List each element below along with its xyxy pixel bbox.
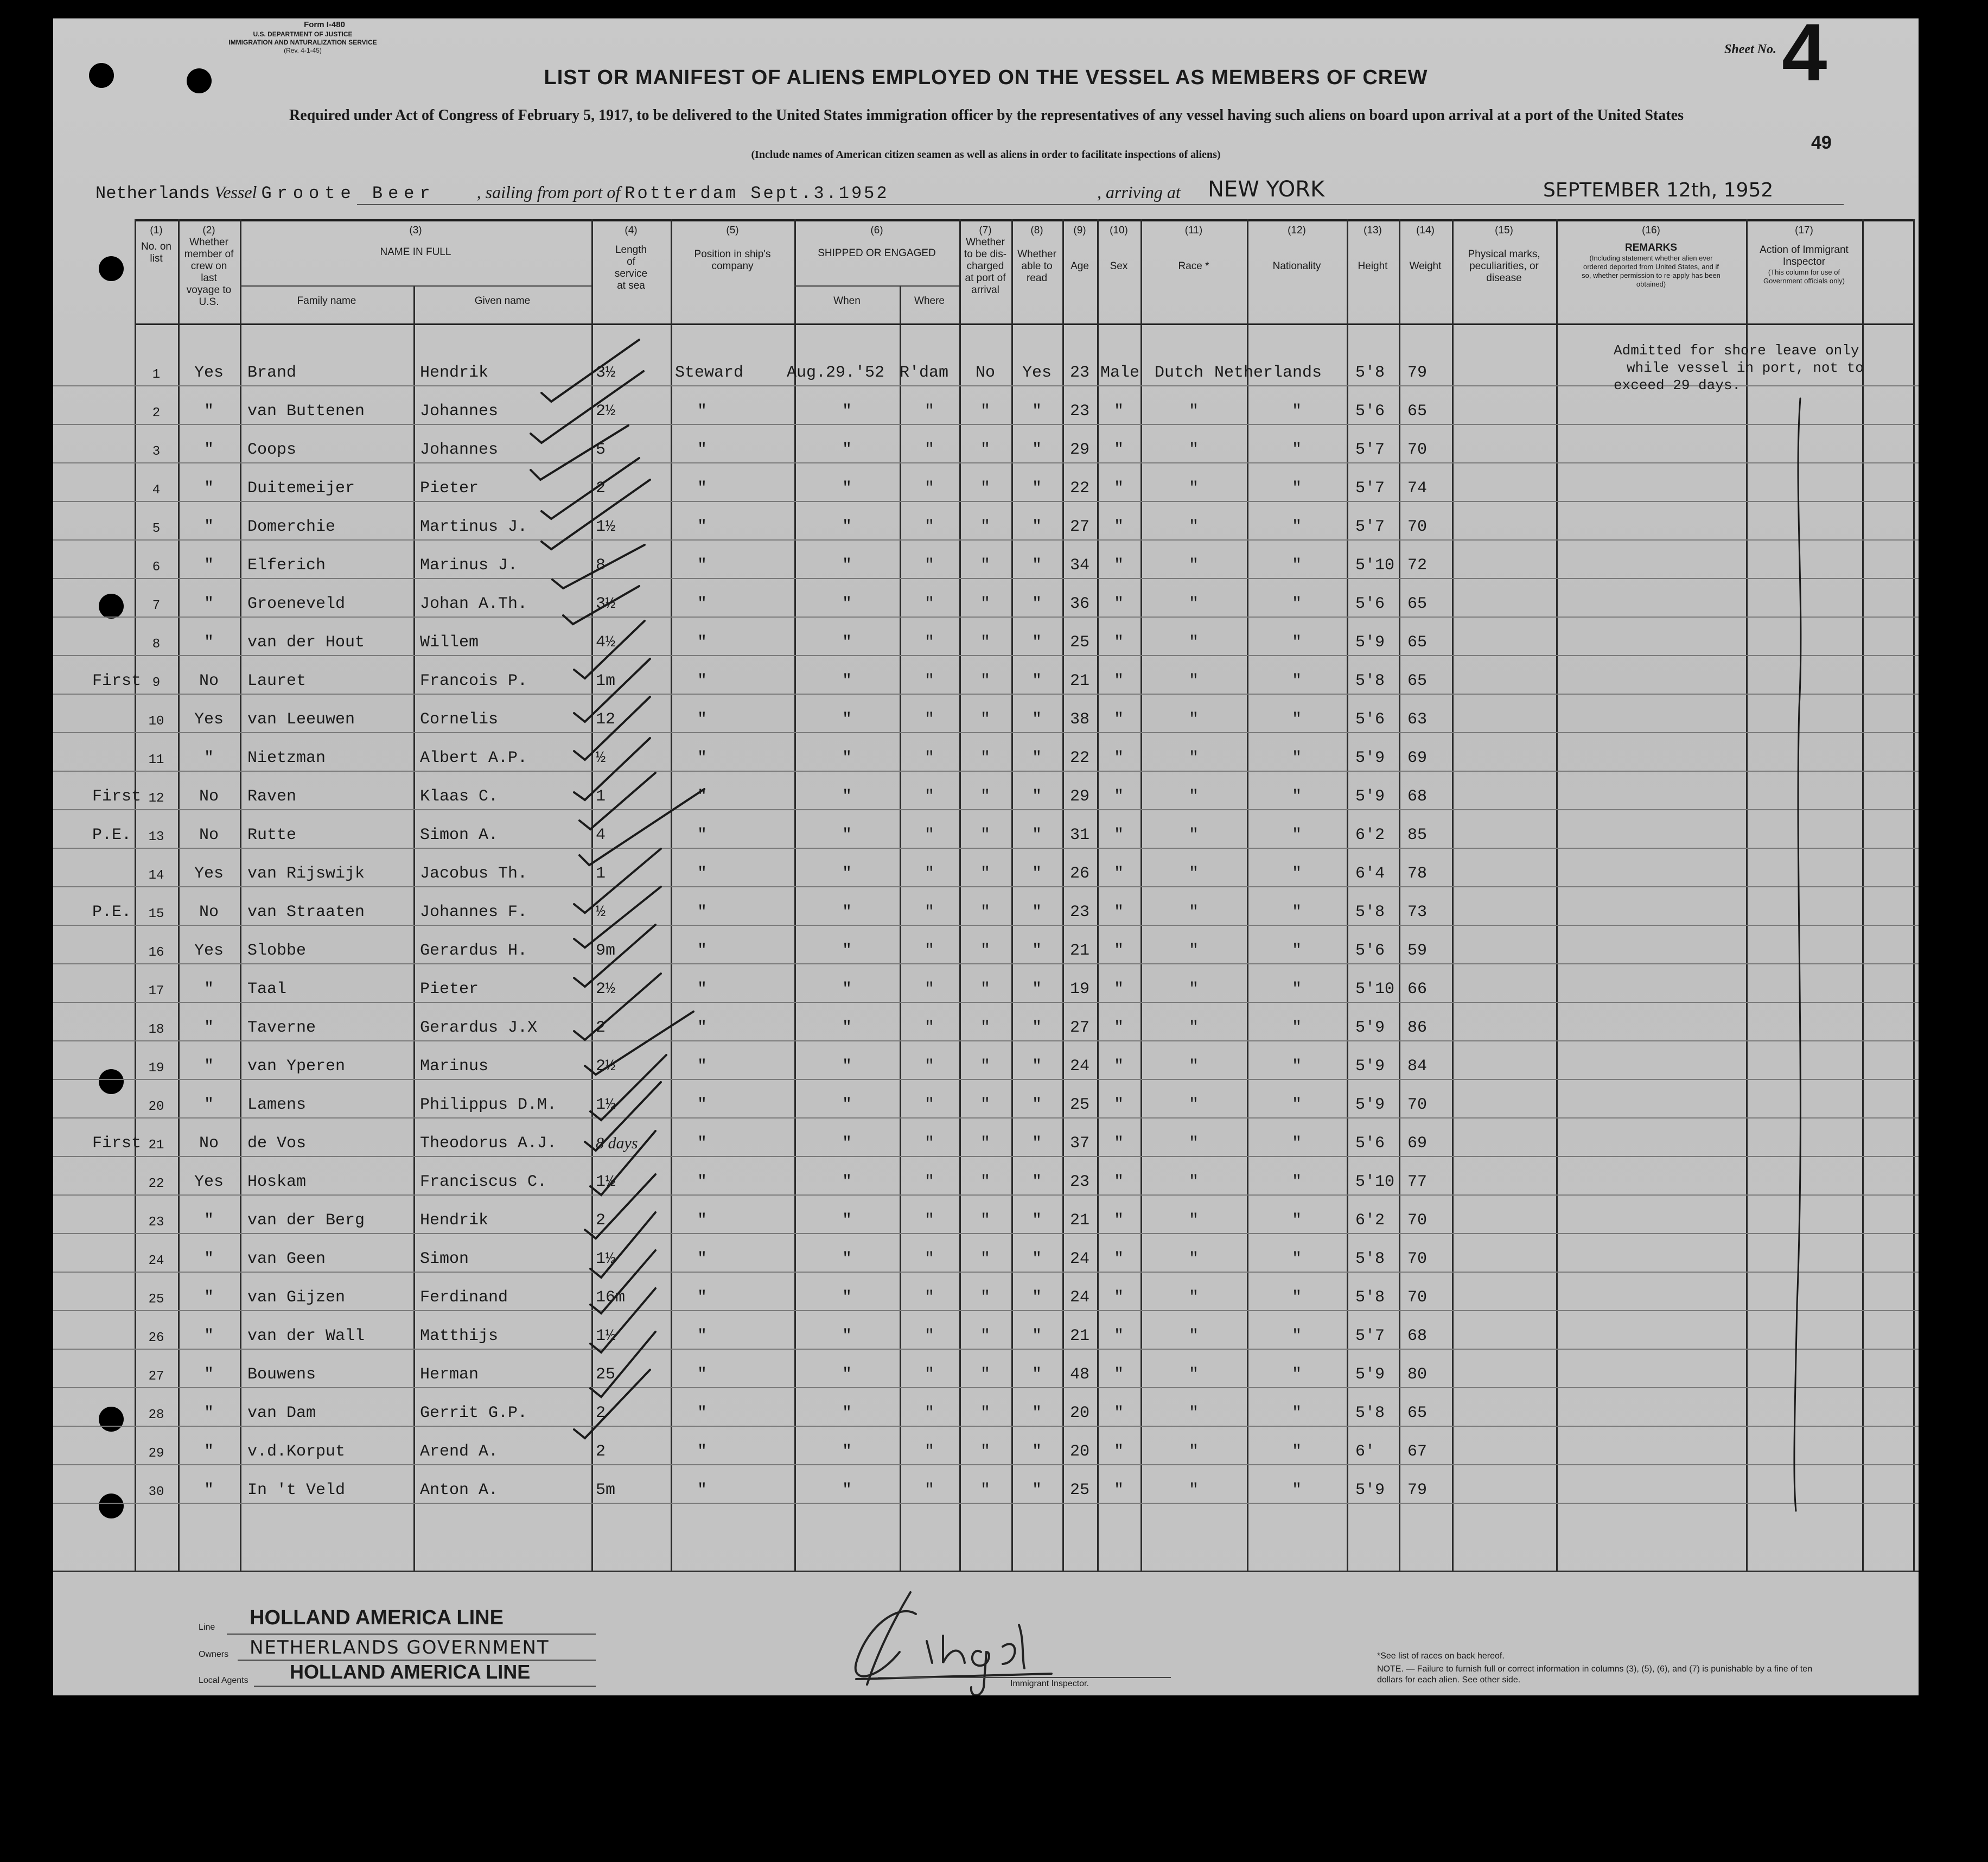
page-subnote: (Include names of American citizen seamen as well as aliens in order to facilitate inspections of aliens) — [751, 149, 1221, 161]
table-row: 2 " van Buttenen Johannes 2½ " " " " " 23 " " " 5'6 65 — [53, 386, 1919, 425]
col-height-header: (13) Height — [1358, 225, 1388, 272]
owners-value: NETHERLANDS GOVERNMENT — [250, 1637, 550, 1658]
table-row: 11 " Nietzman Albert A.P. ½ " " " " " 22 " " " 5'9 69 — [53, 733, 1919, 772]
agents-label: Local Agents — [199, 1676, 248, 1685]
table-row: 3 " Coops Johannes 5 " " " " " 29 " " " 5'7 70 — [53, 425, 1919, 463]
col-weight-header: (14) Weight — [1409, 225, 1442, 272]
owners-label: Owners — [199, 1650, 229, 1659]
col-age-header: (9) Age — [1071, 225, 1089, 272]
col-shipped-header: (6) SHIPPED OR ENGAGED — [818, 225, 936, 259]
departure-port: Rotterdam Sept.3.1952 — [625, 183, 889, 204]
table-row: 29 " v.d.Korput Arend A. 2 " " " " " 20 " " " 6' 67 — [53, 1427, 1919, 1465]
col-where-header: Where — [914, 295, 945, 307]
form-rev: (Rev. 4-1-45) — [284, 47, 322, 54]
page-number: 49 — [1811, 132, 1832, 153]
table-row: 23 " van der Berg Hendrik 2 " " " " " 21 " " " 6'2 70 — [53, 1196, 1919, 1234]
vessel-nationality: Netherlands — [95, 183, 211, 204]
table-row: 22 Yes Hoskam Franciscus C. 1½ " " " " " 23 " " " 5'10 77 — [53, 1157, 1919, 1196]
footer-block — [53, 1571, 1919, 1695]
check-marks — [53, 219, 1919, 1571]
line-label: Line — [199, 1623, 215, 1632]
table-row: First 21 No de Vos Theodorus A.J. 8 days " " " " " 37 " " " 5'6 69 — [53, 1119, 1919, 1157]
voyage-line — [95, 182, 889, 204]
arrival-port: NEW YORK — [1208, 177, 1325, 202]
penalty-note: NOTE. — Failure to furnish full or correct information in columns (3), (5), (6), and (7) is punishable by a fine of ten dollars for each alien. See other side. — [1377, 1664, 1813, 1685]
form-number: Form I-480 — [304, 20, 345, 29]
table-row: 1 Yes Brand Hendrik 3½ Steward Aug.29.'52 R'dam No Yes 23 Male Dutch Netherlands 5'8 79 — [53, 348, 1919, 386]
table-row: 5 " Domerchie Martinus J. 1½ " " " " " 27 " " " 5'7 70 — [53, 502, 1919, 541]
manifest-sheet — [53, 18, 1919, 1695]
table-row: First 9 No Lauret Francois P. 1m " " " " " 21 " " " 5'8 65 — [53, 656, 1919, 695]
form-service: IMMIGRATION AND NATURALIZATION SERVICE — [228, 39, 377, 46]
table-row: 8 " van der Hout Willem 4½ " " " " " 25 " " " 5'9 65 — [53, 618, 1919, 656]
col-no-header: (1) No. on list — [141, 225, 171, 264]
table-row: 4 " Duitemeijer Pieter 2 " " " " " 22 " " " 5'7 74 — [53, 463, 1919, 502]
agents-value: HOLLAND AMERICA LINE — [290, 1661, 531, 1683]
vessel-name: Groote Beer — [261, 183, 436, 204]
col-nationality-header: (12) Nationality — [1272, 225, 1321, 272]
arriving-label: , arriving at — [1097, 182, 1181, 202]
table-row: 17 " Taal Pieter 2½ " " " " " 19 " " " 5'10 66 — [53, 964, 1919, 1003]
manifest-table — [53, 219, 1919, 1571]
col-race-header: (11) Race * — [1178, 225, 1209, 272]
table-row: 28 " van Dam Gerrit G.P. 2 " " " " " 20 " " " 5'8 65 — [53, 1388, 1919, 1427]
table-row: P.E. 15 No van Straaten Johannes F. ½ " " " " " 23 " " " 5'8 73 — [53, 887, 1919, 926]
table-row: First 12 No Raven Klaas C. 1 " " " " " 29 " " " 5'9 68 — [53, 772, 1919, 810]
col-family-name-header: Family name — [297, 295, 356, 307]
arrival-date: SEPTEMBER 12th, 1952 — [1543, 179, 1774, 201]
col-physical-marks-header: (15) Physical marks, peculiarities, or disease — [1468, 225, 1540, 284]
col-read-header: (8) Whether able to read — [1017, 225, 1056, 284]
table-row: 24 " van Geen Simon 1½ " " " " " 24 " " " 5'8 70 — [53, 1234, 1919, 1273]
sailing-label: , sailing from port of — [476, 182, 621, 202]
table-row: P.E. 13 No Rutte Simon A. 4 " " " " " 31 " " " 6'2 85 — [53, 810, 1919, 849]
table-row: 14 Yes van Rijswijk Jacobus Th. 1 " " " " " 26 " " " 6'4 78 — [53, 849, 1919, 887]
table-row: 16 Yes Slobbe Gerardus H. 9m " " " " " 21 " " " 5'6 59 — [53, 926, 1919, 964]
table-row: 20 " Lamens Philippus D.M. 1½ " " " " " 25 " " " 5'9 70 — [53, 1080, 1919, 1119]
table-row: 25 " van Gijzen Ferdinand 16m " " " " " 24 " " " 5'8 70 — [53, 1273, 1919, 1311]
table-row: 18 " Taverne Gerardus J.X 2 " " " " " 27 " " " 5'9 86 — [53, 1003, 1919, 1041]
table-row: 26 " van der Wall Matthijs 1½ " " " " " 21 " " " 5'7 68 — [53, 1311, 1919, 1350]
table-row: 19 " van Yperen Marinus 2½ " " " " " 24 " " " 5'9 84 — [53, 1041, 1919, 1080]
col-given-name-header: Given name — [474, 295, 531, 307]
sheet-number: 4 — [1782, 18, 1827, 98]
sheet-label: Sheet No. — [1724, 42, 1776, 56]
table-row: 30 " In 't Veld Anton A. 5m " " " " " 25 " " " 5'9 79 — [53, 1465, 1919, 1504]
col-name-header: (3) NAME IN FULL — [380, 225, 451, 258]
col-sex-header: (10) Sex — [1110, 225, 1128, 272]
col-position-header: (5) Position in ship's company — [694, 225, 771, 272]
col-prev-voyage-header: (2) Whether member of crew on last voyage to U.S. — [184, 225, 234, 308]
table-row: 7 " Groeneveld Johan A.Th. 3½ " " " " " 36 " " " 5'6 65 — [53, 579, 1919, 618]
remarks-text: Admitted for shore leave only while vessel in port, not to exceed 29 days. — [1614, 342, 1864, 393]
page-subtitle: Required under Act of Congress of February 5, 1917, to be delivered to the United States immigration officer by the representatives of any vessel having such aliens on board upon arrival at a port of the United States — [289, 107, 1684, 124]
col-service-header: (4) Length of service at sea — [614, 225, 648, 291]
table-row: 6 " Elferich Marinus J. 8 " " " " " 34 " " " 5'10 72 — [53, 541, 1919, 579]
inspector-label: Immigrant Inspector. — [1010, 1679, 1089, 1688]
table-row: 27 " Bouwens Herman 25 " " " " " 48 " " " 5'9 80 — [53, 1350, 1919, 1388]
col-discharged-header: (7) Whether to be dis-charged at port of arrival — [964, 225, 1007, 296]
vessel-label: Vessel — [214, 182, 257, 202]
race-note: *See list of races on back hereof. — [1377, 1651, 1505, 1661]
col-action-header: (17) Action of Immigrant Inspector (This column for use of Government officials only) — [1760, 225, 1849, 285]
line-value: HOLLAND AMERICA LINE — [250, 1606, 504, 1629]
col-when-header: When — [833, 295, 861, 307]
col-remarks-header: (16) REMARKS (Including statement whether alien ever ordered deported from United States, and if so, whether permission to re-apply has been obtained) — [1582, 225, 1721, 288]
page-title: LIST OR MANIFEST OF ALIENS EMPLOYED ON THE VESSEL AS MEMBERS OF CREW — [544, 66, 1428, 89]
form-dept: U.S. DEPARTMENT OF JUSTICE — [253, 30, 353, 38]
table-row: 10 Yes van Leeuwen Cornelis 12 " " " " " 38 " " " 5'6 63 — [53, 695, 1919, 733]
